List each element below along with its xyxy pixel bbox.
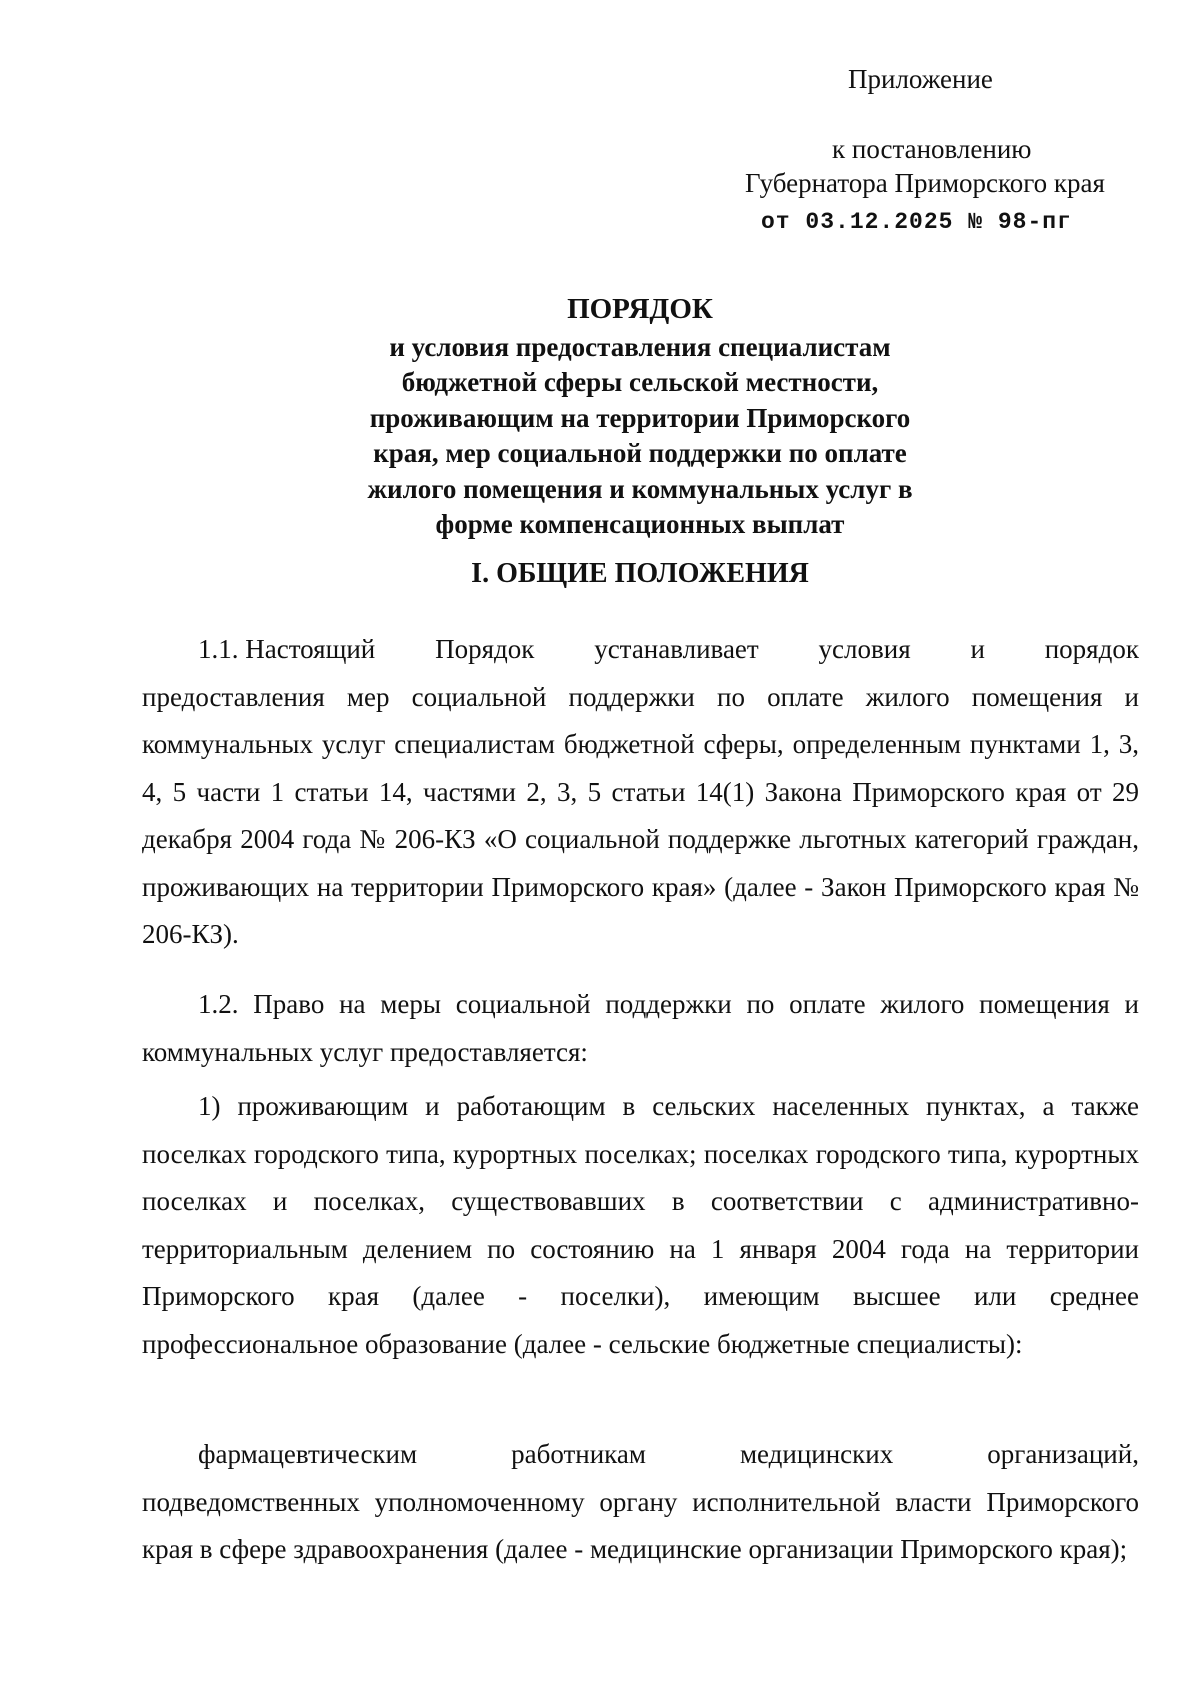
word: фармацевтическим bbox=[198, 1439, 418, 1469]
resolution-date-number: от 03.12.2025 № 98-пг bbox=[761, 209, 1072, 235]
title-main: ПОРЯДОК bbox=[567, 293, 713, 325]
word: Порядок bbox=[435, 634, 535, 664]
paragraph-first-line bbox=[142, 626, 1139, 674]
document-title bbox=[140, 292, 1140, 543]
section-heading: I. ОБЩИЕ ПОЛОЖЕНИЯ bbox=[471, 558, 809, 589]
paragraph-1-2-item-1 bbox=[142, 1083, 1139, 1368]
paragraph-text: предоставления мер социальной поддержки по оплате жилого помещения и коммунальных услуг специалистам бюджетной сферы, определенным пунктами 1, 3, 4, 5 части 1 статьи 14, частями 2, 3, 5 статьи 14(1) Закона Приморского края от 29 декабря 2004 года № 206-КЗ «О социальной поддержке льготных категорий граждан, проживающих на территории Приморского края» (далее - Закон Приморского края № 206-КЗ). bbox=[142, 681, 1139, 949]
governor-line: Губернатора Приморского края bbox=[745, 168, 1105, 198]
paragraph-text: подведомственных уполномоченному органу исполнительной власти Приморского края в сфере здравоохранения (далее - медицинские организации Приморского края); bbox=[142, 1486, 1139, 1564]
title-line: жилого помещения и коммунальных услуг в bbox=[367, 473, 913, 504]
title-line: и условия предоставления специалистам bbox=[389, 331, 891, 362]
word: устанавливает bbox=[594, 634, 759, 664]
word: медицинских bbox=[739, 1439, 894, 1469]
title-line: края, мер социальной поддержки по оплате bbox=[373, 438, 907, 468]
paragraph-text: 1) проживающим и работающим в сельских населенных пунктах, а также поселках городского типа, курортных поселках; поселках городского типа, курортных поселках и поселках, существовавших в соответствии с административно-территориальным делением по состоянию на 1 января 2004 года на территории Приморского края (далее - поселки), имеющим высшее или среднее профессиональное образование (далее - сельские бюджетные специалисты): bbox=[142, 1091, 1139, 1359]
word: условия bbox=[818, 634, 911, 664]
resolution-line: к постановлению bbox=[832, 134, 1032, 164]
appendix-label: Приложение bbox=[848, 64, 993, 94]
paragraph-1-2-subitem bbox=[142, 1431, 1139, 1574]
word: организаций, bbox=[987, 1439, 1139, 1469]
word: работникам bbox=[511, 1439, 646, 1469]
word: и bbox=[970, 634, 985, 664]
paragraph-1-2 bbox=[142, 981, 1139, 1076]
title-line: бюджетной сферы сельской местности, bbox=[401, 367, 879, 397]
title-line: форме компенсационных выплат bbox=[435, 509, 845, 539]
word: порядок bbox=[1044, 634, 1139, 664]
title-line: проживающим на территории Приморского bbox=[369, 402, 911, 433]
word: 1.1. Настоящий bbox=[198, 634, 376, 664]
paragraph-text: 1.2. Право на меры социальной поддержки по оплате жилого помещения и коммунальных услуг предоставляется: bbox=[142, 989, 1139, 1067]
paragraph-1-1 bbox=[142, 626, 1139, 959]
paragraph-first-line bbox=[142, 1431, 1139, 1479]
